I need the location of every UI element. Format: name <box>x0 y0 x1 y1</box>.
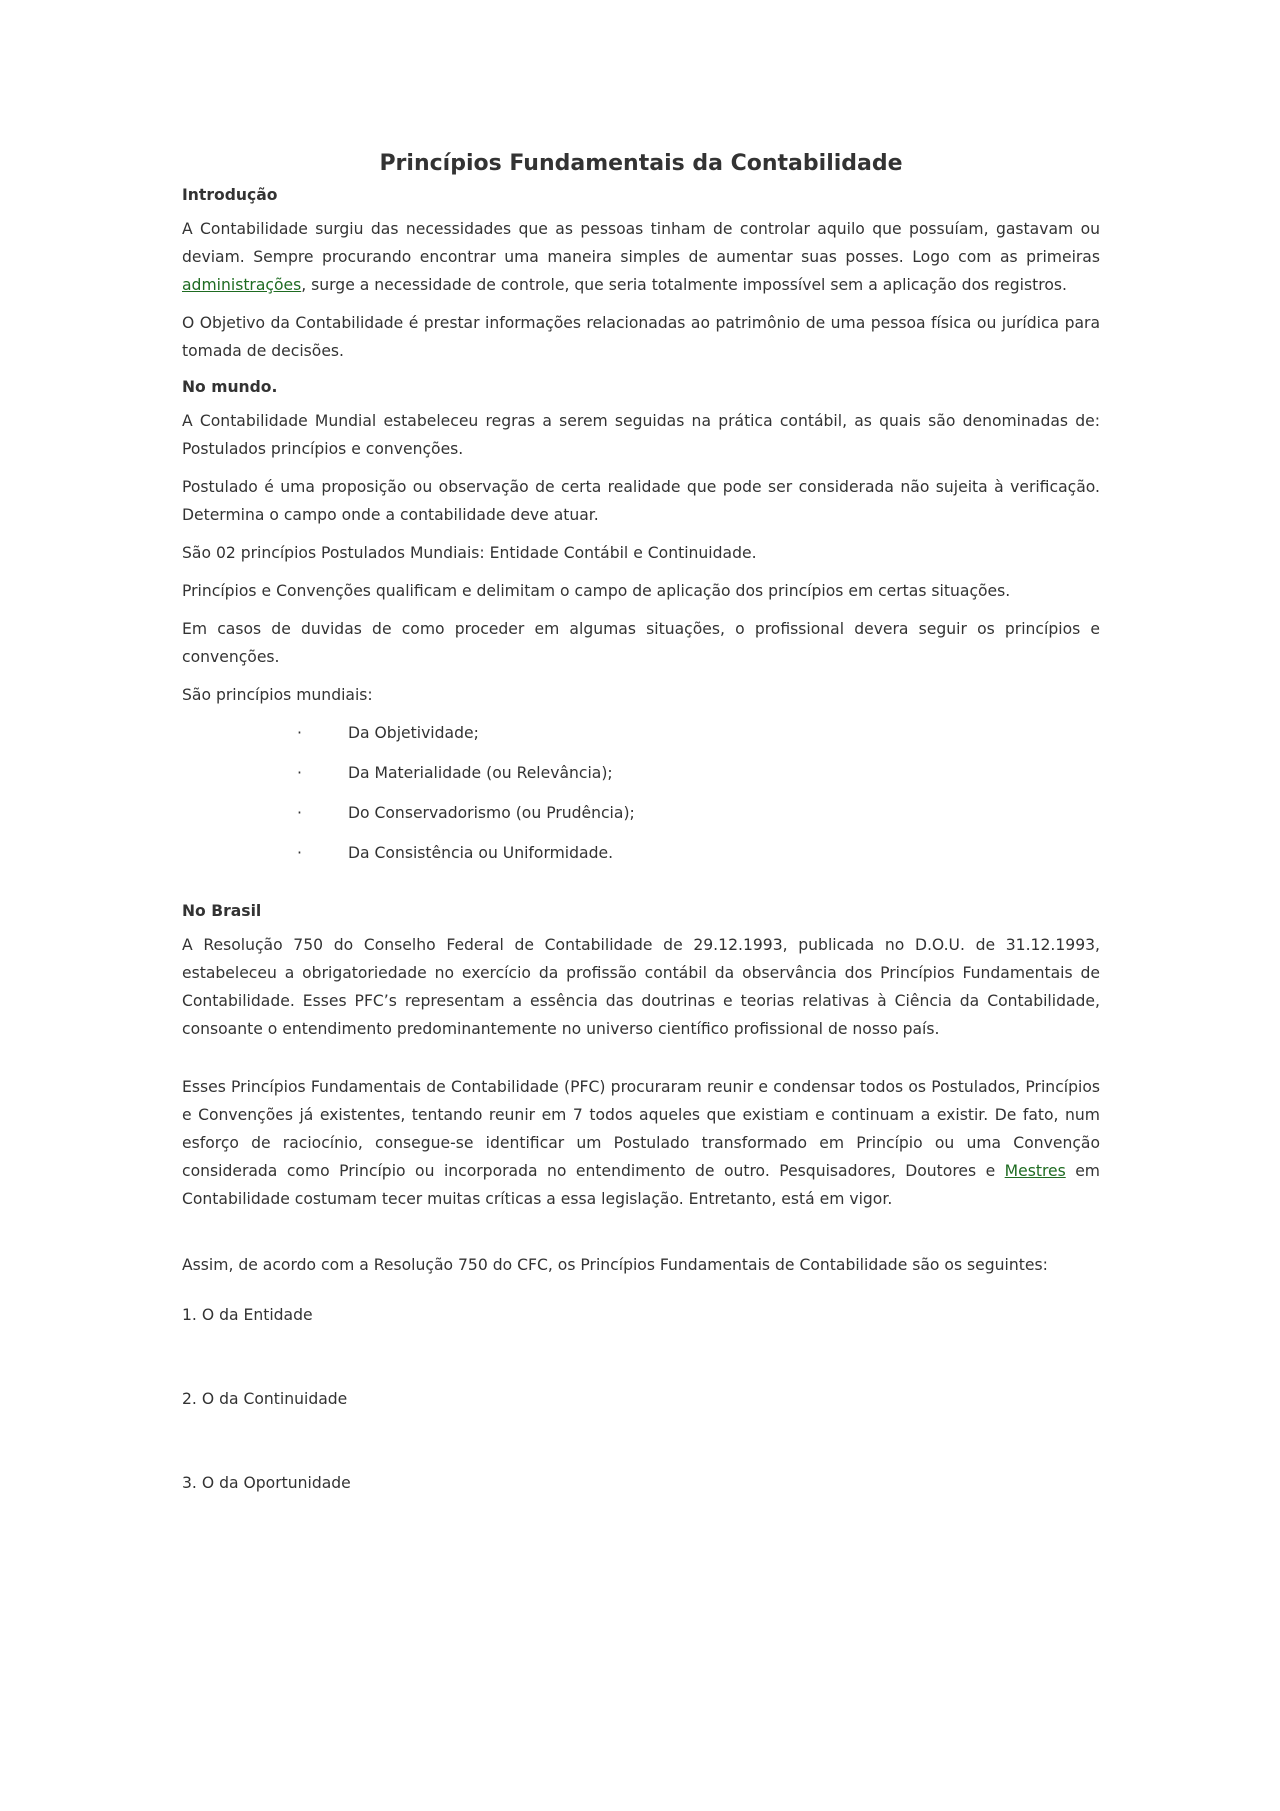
brasil-paragraph-3: Assim, de acordo com a Resolução 750 do CFC, os Princípios Fundamentais de Contabilidade são os seguintes: <box>182 1256 1048 1274</box>
link-mestres[interactable]: Mestres <box>1004 1162 1066 1180</box>
intro-paragraph-2: O Objetivo da Contabilidade é prestar informações relacionadas ao patrimônio de uma pessoa física ou jurídica para tomada de decisões. <box>182 314 1100 360</box>
document-body <box>182 149 1100 1497</box>
spacer <box>182 1413 1100 1469</box>
list-item <box>182 759 1100 799</box>
world-paragraph-4: Princípios e Convenções qualificam e delimitam o campo de aplicação dos princípios em certas situações. <box>182 582 1011 600</box>
list-item-text: Da Materialidade (ou Relevância); <box>348 764 613 782</box>
brasil-text-b: em Contabilidade costumam tecer muitas críticas a essa legislação. Entretanto, está em vigor. <box>182 1162 1100 1208</box>
bullet-icon: · <box>297 764 302 782</box>
list-item <box>182 799 1100 839</box>
bullet-icon: · <box>297 804 302 822</box>
list-item-text: Da Consistência ou Uniformidade. <box>348 844 614 862</box>
list-item-text: Da Objetividade; <box>348 724 479 742</box>
bullet-icon: · <box>297 724 302 742</box>
section-heading-brasil: No Brasil <box>182 902 262 920</box>
page-title: Princípios Fundamentais da Contabilidade <box>379 151 903 176</box>
brasil-paragraph-2 <box>182 1073 1100 1213</box>
bullet-icon: · <box>297 844 302 862</box>
world-paragraph-5: Em casos de duvidas de como proceder em algumas situações, o profissional devera seguir os princípios e convenções. <box>182 620 1100 666</box>
spacer <box>182 1223 1100 1251</box>
intro-paragraph-1 <box>182 215 1100 299</box>
brasil-paragraph-1: A Resolução 750 do Conselho Federal de Contabilidade de 29.12.1993, publicada no D.O.U. de 31.12.1993, estabeleceu a obrigatoriedade no exercício da profissão contábil da observância dos Princípios Fundamentais de Contabilidade. Esses PFC’s representam a essência das doutrinas e teorias relativas à Ciência da Contabilidade, consoante o entendimento predominantemente no universo científico profissional de nosso país. <box>182 936 1100 1038</box>
numbered-item-3: 3. O da Oportunidade <box>182 1474 351 1492</box>
section-heading-intro: Introdução <box>182 186 278 204</box>
link-administracoes[interactable]: administrações <box>182 276 302 294</box>
spacer <box>182 1053 1100 1073</box>
list-item-text: Do Conservadorismo (ou Prudência); <box>348 804 635 822</box>
principles-list <box>182 719 1100 879</box>
world-paragraph-3: São 02 princípios Postulados Mundiais: Entidade Contábil e Continuidade. <box>182 544 757 562</box>
list-item <box>182 839 1100 879</box>
list-item <box>182 719 1100 759</box>
intro-text-b: , surge a necessidade de controle, que seria totalmente impossível sem a aplicação dos registros. <box>301 276 1067 294</box>
world-paragraph-6: São princípios mundiais: <box>182 686 373 704</box>
intro-text-a: A Contabilidade surgiu das necessidades que as pessoas tinham de controlar aquilo que possuíam, gastavam ou deviam. Sempre procurando encontrar uma maneira simples de aumentar suas posses. Logo com as primeiras <box>182 220 1100 266</box>
world-paragraph-2: Postulado é uma proposição ou observação de certa realidade que pode ser considerada não sujeita à verificação. Determina o campo onde a contabilidade deve atuar. <box>182 478 1100 524</box>
spacer <box>182 1289 1100 1301</box>
numbered-item-2: 2. O da Continuidade <box>182 1390 348 1408</box>
world-paragraph-1: A Contabilidade Mundial estabeleceu regras a serem seguidas na prática contábil, as quais são denominadas de: Postulados princípios e convenções. <box>182 412 1100 458</box>
section-heading-world: No mundo. <box>182 378 278 396</box>
brasil-text-a: Esses Princípios Fundamentais de Contabilidade (PFC) procuraram reunir e condensar todos os Postulados, Princípios e Convenções já existentes, tentando reunir em 7 todos aqueles que existiam e continuam a existir. De fato, num esforço de raciocínio, consegue-se identificar um Postulado transformado em Princípio ou uma Convenção considerada como Princípio ou incorporada no entendimento de outro. Pesquisadores, Doutores e <box>182 1078 1100 1180</box>
spacer <box>182 879 1100 899</box>
numbered-item-1: 1. O da Entidade <box>182 1306 313 1324</box>
spacer <box>182 1329 1100 1385</box>
